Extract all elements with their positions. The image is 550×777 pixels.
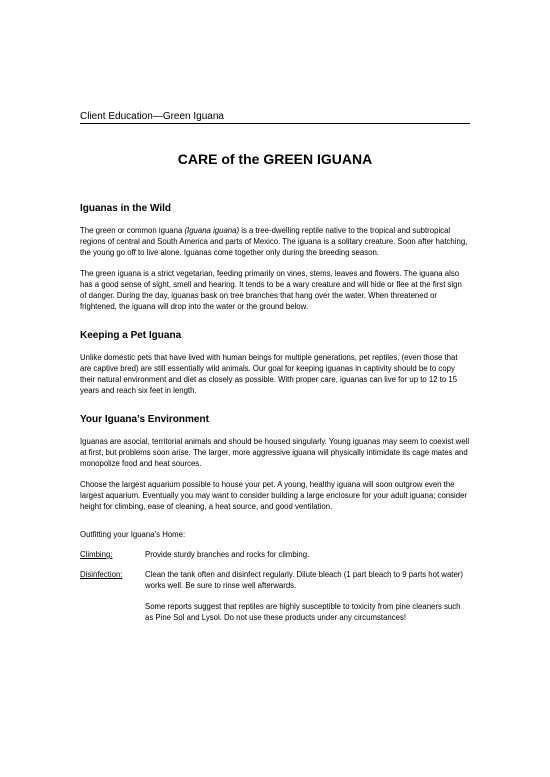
desc-disinfection: Clean the tank often and disinfect regularly. Dilute bleach (1 part bleach to 9 parts hot water) works well. Be sure to rinse well afterwards. [145,570,463,590]
species-name: (Iguana iguana) [184,226,240,235]
term-label: Climbing [80,550,111,559]
header-rule [80,123,470,124]
document-body [80,202,470,623]
outfitting-subheading: Outfitting your Iguana’s Home: [80,530,186,539]
heading-your-iguanas-environment: Your Iguana’s Environment [80,414,209,425]
paragraph-text: The green or common iguana [80,226,185,235]
term-climbing: Climbing: [80,550,113,559]
document-title: CARE of the GREEN IGUANA [177,151,373,167]
term-disinfection: Disinfection: [80,570,123,579]
paragraph-env-2: Choose the largest aquarium possible to house your pet. A young, healthy iguana will soon outgrow even the largest aquarium. Eventually you may want to consider building a large enclosure for your adult iguana; consider height for climbing, ease of cleaning, a heat source, and good ventilation. [80,480,468,511]
heading-keeping-a-pet-iguana: Keeping a Pet Iguana [80,330,182,341]
disinfection-warning: Some reports suggest that reptiles are highly susceptible to toxicity from pine cleaners such as Pine Sol and Lysol. Do not use these products under any circumstances! [145,602,461,622]
paragraph-wild-1 [80,225,470,258]
paragraph-wild-2: The green iguana is a strict vegetarian, feeding primarily on vines, stems, leaves and flowers. The iguana also has a good sense of sight, smell and hearing. It tends to be a wary creature and will hide or flee at the first sign of danger. During the day, iguanas bask on tree branches that hang over the water. When threatened or frightened, the iguana will drop into the water or the ground below. [80,269,462,311]
running-header: Client Education—Green Iguana [80,111,224,122]
paragraph-text: is a tree-dwelling reptile native to the tropical and subtropical regions of central and South America and parts of Mexico. The iguana is a solitary creature. Soon after hatching, the young go off to live alone. Iguanas come together only during the breeding season. [80,226,468,257]
paragraph-env-1: Iguanas are asocial, territorial animals and should be housed singularly. Young iguanas may seem to coexist well at first, but problems soon arise. The larger, more aggressive iguana will physically intimidate its cage mates and monopolize food and heat sources. [80,437,470,468]
desc-climbing: Provide sturdy branches and rocks for climbing. [145,550,310,559]
paragraph-pet-1: Unlike domestic pets that have lived with human beings for multiple generations, pet reptiles, (even those that are captive bred) are still essentially wild animals. Our goal for keeping iguanas in captivity should be to copy their natural environment and diet as closely as possible. With proper care, iguanas can live for up to 12 to 15 years and reach six feet in length. [80,353,458,395]
heading-iguanas-in-the-wild: Iguanas in the Wild [80,203,172,214]
definition-climbing [80,549,470,560]
definition-disinfection [80,569,470,591]
term-label: Disinfection [80,570,121,579]
